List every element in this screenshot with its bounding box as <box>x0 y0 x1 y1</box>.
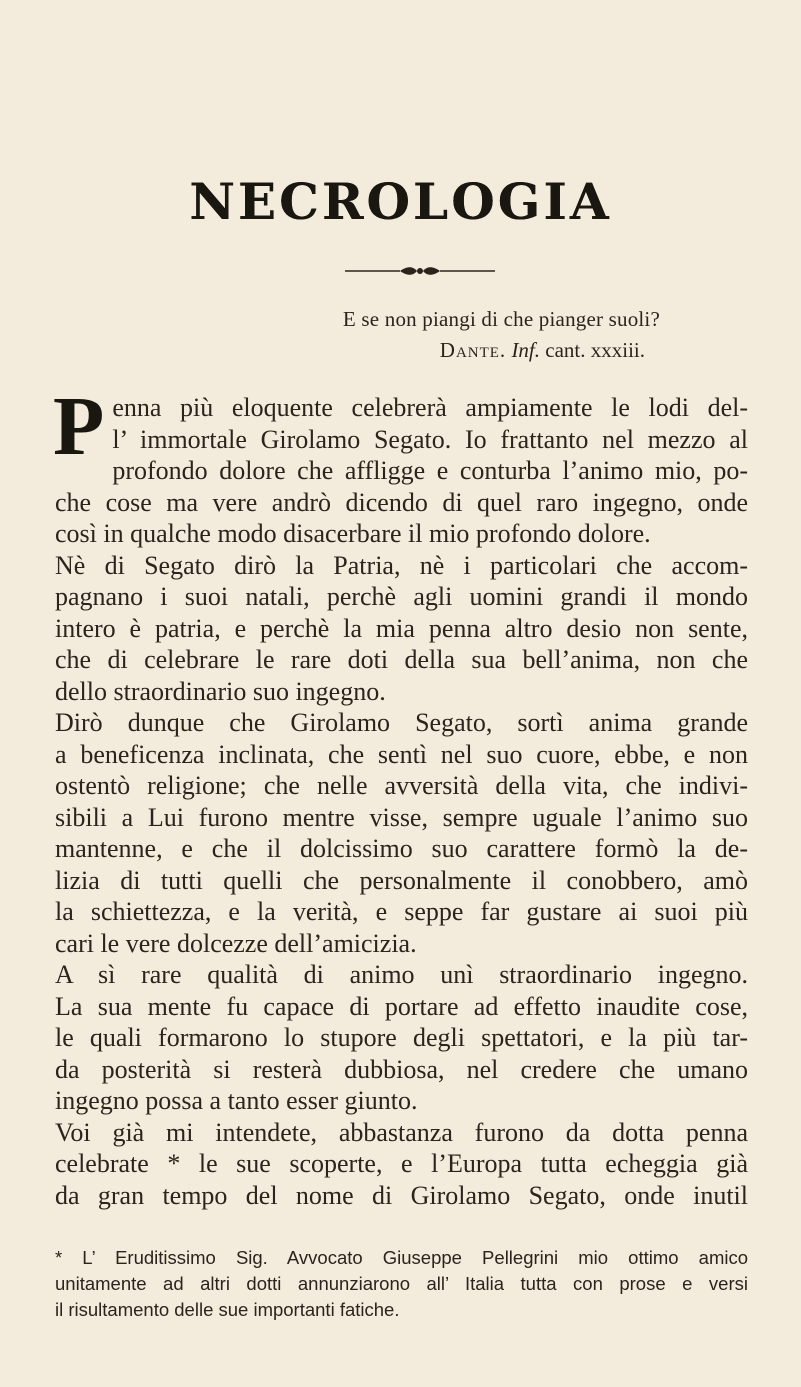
page-title <box>0 172 801 231</box>
body-line: ingegno possa a tanto esser giunto. <box>55 1086 418 1115</box>
body-line: sibili a Lui furono mentre visse, sempre uguale l’animo suo <box>55 802 748 832</box>
body-line: l’ immortale Girolamo Segato. Io frattanto nel mezzo al <box>112 424 748 454</box>
body-line: le quali formarono lo stupore degli spettatori, e la più tar- <box>55 1023 748 1052</box>
footnote-line: unitamente ad altri dotti annunziarono all’ Italia tutta con prose e versi <box>55 1273 748 1294</box>
epigraph-author: Dante. <box>439 338 507 362</box>
footnote-line: * L’ Eruditissimo Sig. Avvocato Giuseppe Pellegrini mio ottimo amico <box>55 1247 748 1268</box>
body-line: così in qualche modo disacerbare il mio profondo dolore. <box>55 519 651 548</box>
body-line: Dirò dunque che Girolamo Segato, sortì anima grande <box>55 708 748 737</box>
epigraph-canto: cant. xxxiii. <box>540 338 645 362</box>
body-line: che di celebrare le rare doti della sua bell’anima, non che <box>55 645 748 674</box>
epigraph-quote: E se non piangi di che pianger suoli? <box>342 307 660 331</box>
page-title-text: NECROLOGIA <box>189 172 612 231</box>
body-line: La sua mente fu capace di portare ad effetto inaudite cose, <box>55 991 748 1021</box>
body-line: profondo dolore che affligge e conturba l’animo mio, po- <box>112 456 748 485</box>
body-line: ostentò religione; che nelle avversità della vita, che indivi- <box>55 771 748 800</box>
body-line: a beneficenza inclinata, che sentì nel suo cuore, ebbe, e non <box>55 739 748 769</box>
article-body <box>53 380 748 1211</box>
body-line: la schiettezza, e la verità, e seppe far gustare ai suoi più <box>55 897 748 926</box>
body-line: lizia di tutti quelli che personalmente il conobbero, amò <box>55 865 748 895</box>
body-line: pagnano i suoi natali, perchè agli uomini grandi il mondo <box>55 582 748 611</box>
ornament-divider <box>345 266 495 276</box>
body-line: enna più eloquente celebrerà ampiamente le lodi del- <box>112 393 748 422</box>
body-line: celebrate * le sue scoperte, e l’Europa tutta echeggia già <box>55 1149 748 1178</box>
footnote-line: il risultamento delle sue importanti fatiche. <box>55 1299 400 1320</box>
body-line: da posterità si resterà dubbiosa, nel credere che umano <box>55 1054 748 1084</box>
body-line: Nè di Segato dirò la Patria, nè i particolari che accom- <box>55 550 748 580</box>
body-line: cari le vere dolcezze dell’amicizia. <box>55 928 417 958</box>
epigraph-work: Inf. <box>511 338 541 362</box>
drop-cap: P <box>53 380 105 473</box>
body-line: dello straordinario suo ingegno. <box>55 676 386 706</box>
body-line: che cose ma vere andrò dicendo di quel raro ingegno, onde <box>55 487 748 517</box>
body-line: intero è patria, e perchè la mia penna altro desio non sente, <box>55 613 748 643</box>
body-line: da gran tempo del nome di Girolamo Segato, onde inutil <box>55 1180 748 1210</box>
epigraph-citation <box>0 338 645 363</box>
body-line: A sì rare qualità di animo unì straordinario ingegno. <box>55 960 748 989</box>
footnote <box>55 1245 748 1323</box>
body-line: Voi già mi intendete, abbastanza furono da dotta penna <box>55 1117 748 1147</box>
body-line: mantenne, e che il dolcissimo suo carattere formò la de- <box>55 834 748 863</box>
